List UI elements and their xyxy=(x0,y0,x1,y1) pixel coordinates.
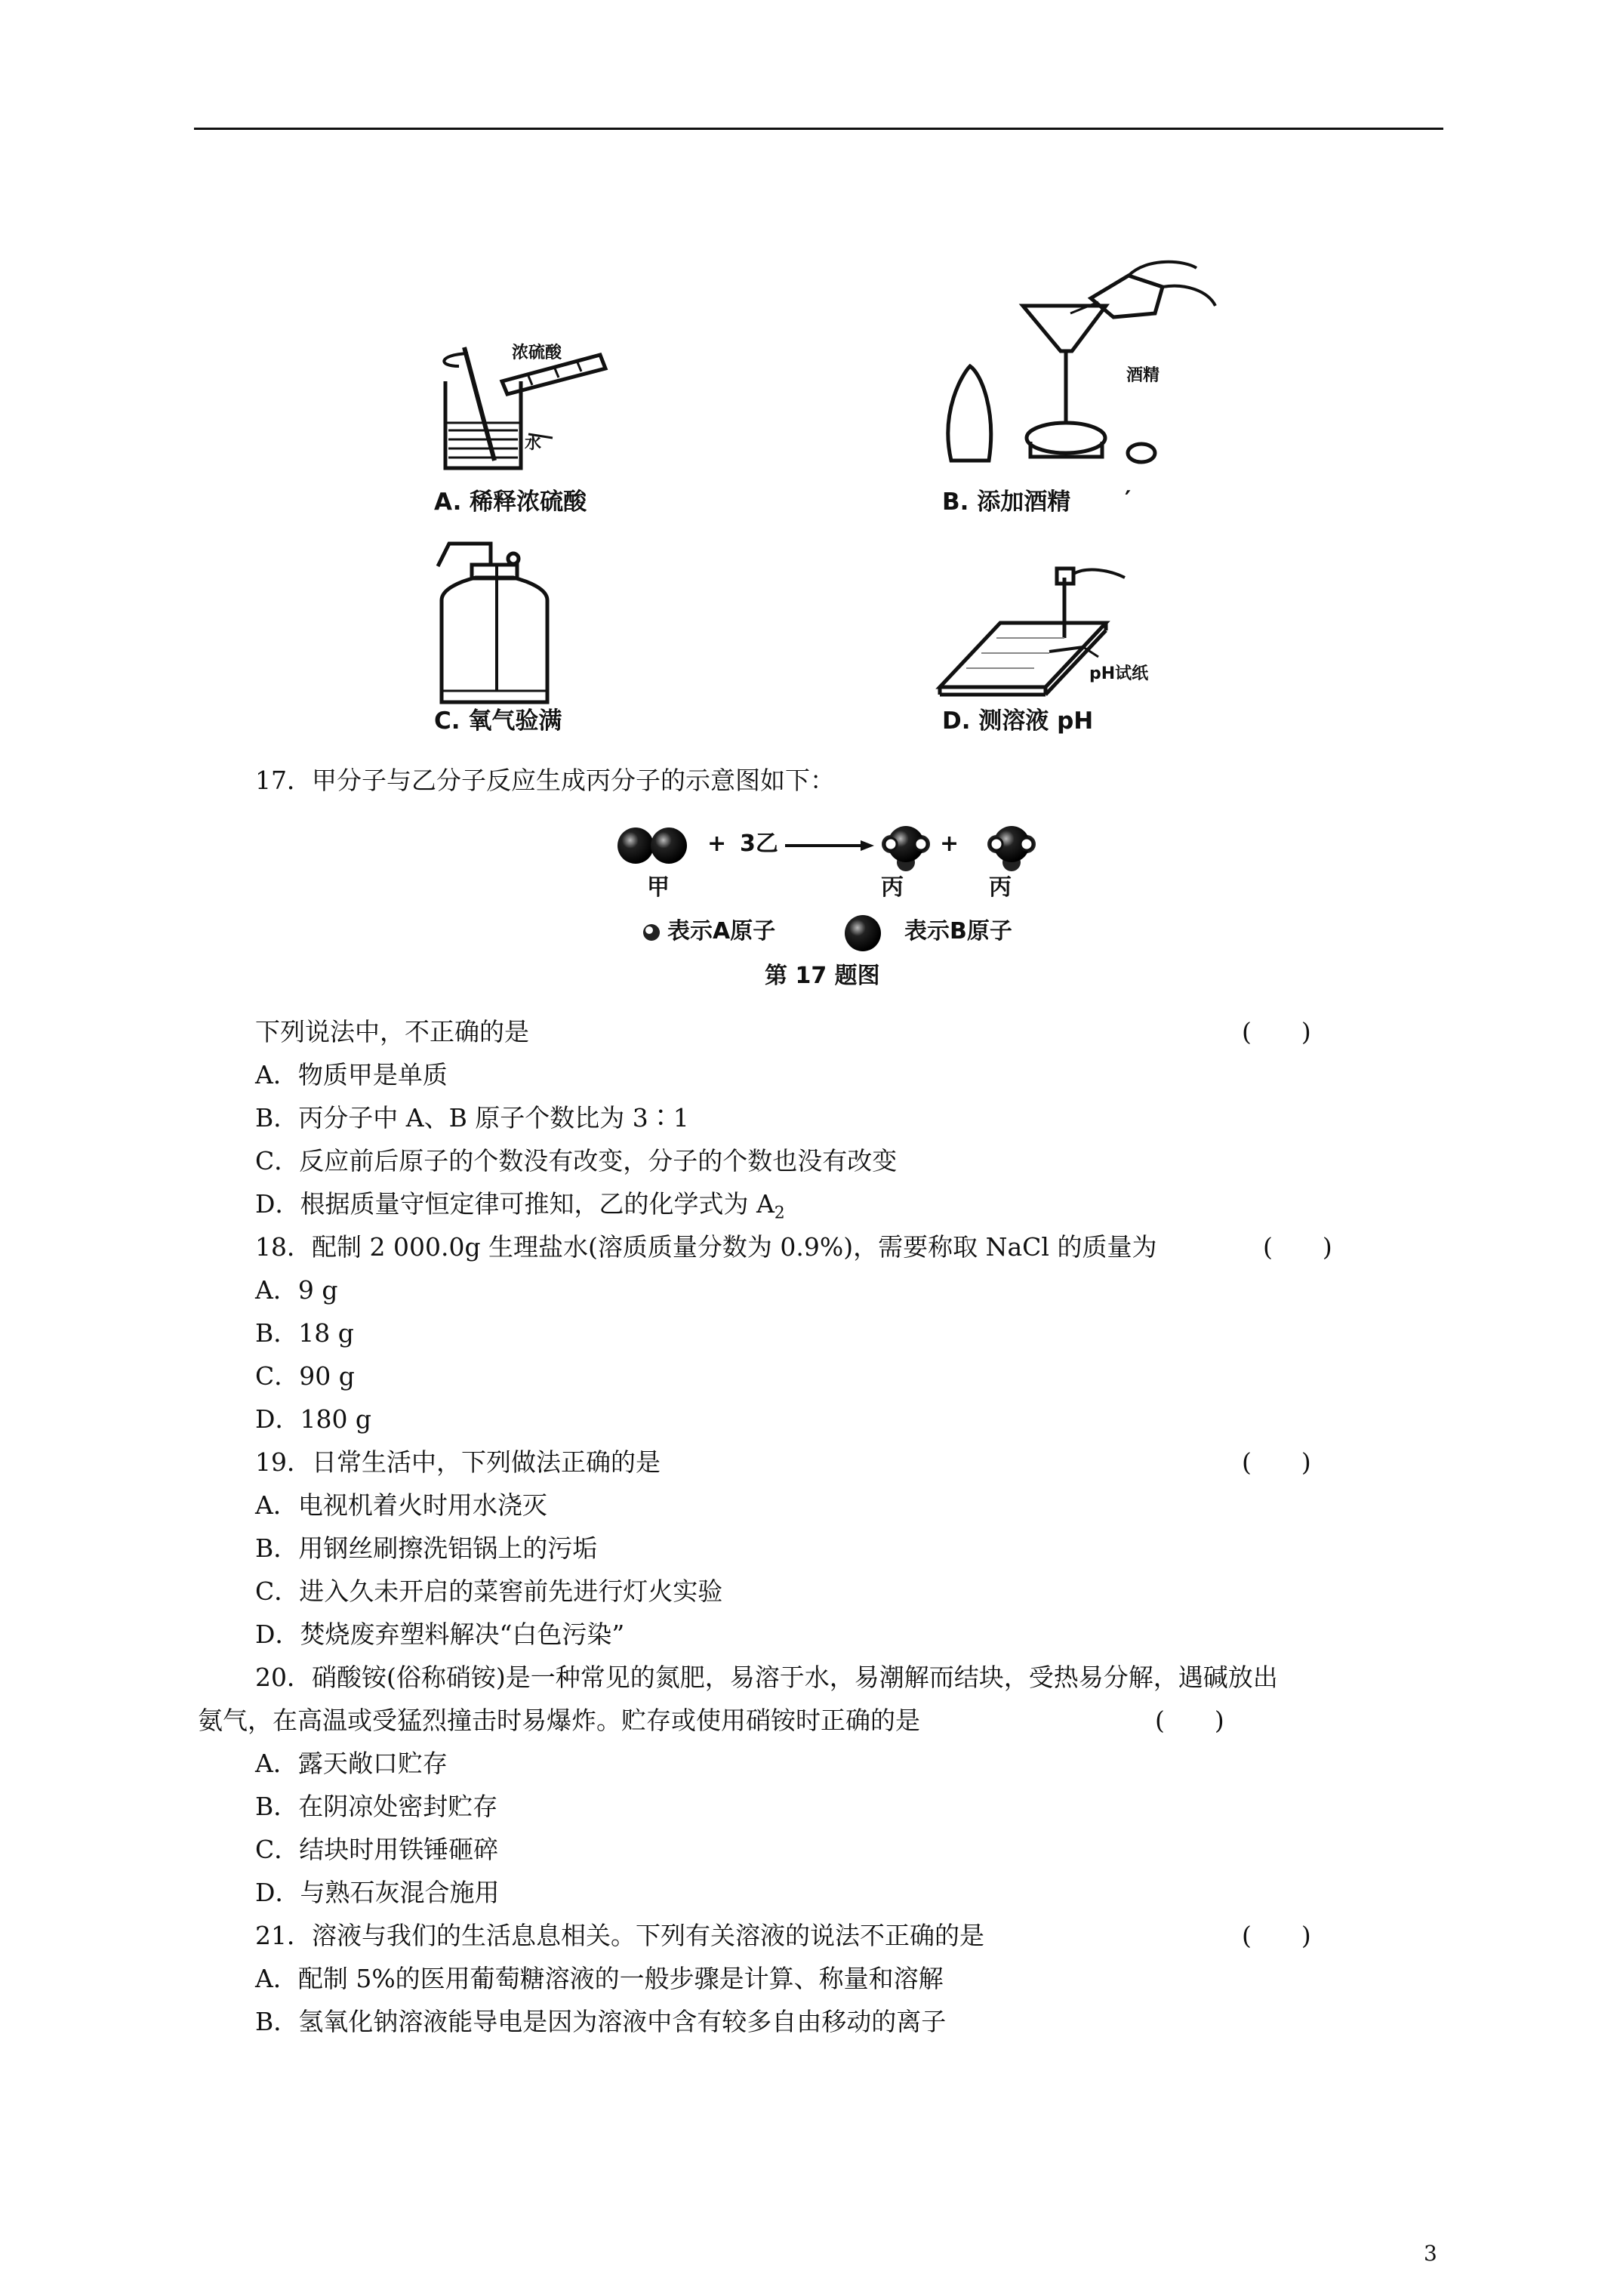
q19-stem: 19．日常生活中，下列做法正确的是 xyxy=(255,1447,661,1477)
q20-option-d: D．与熟石灰混合施用 xyxy=(255,1878,500,1907)
q18-answer-paren: ( ) xyxy=(1263,1232,1332,1262)
eq-reactant-yi: 3乙 xyxy=(740,831,778,857)
legend-b-atom-icon xyxy=(842,912,884,954)
q17-reaction-diagram xyxy=(604,815,1057,883)
q19-option-c: C．进入久未开启的菜窖前先进行灯火实验 xyxy=(255,1576,723,1606)
q19-option-d: D．焚烧废弃塑料解决“白色污染” xyxy=(255,1620,625,1649)
legend-b-text: 表示B原子 xyxy=(904,918,1012,945)
q17-figure-caption: 第 17 题图 xyxy=(765,963,880,989)
label-ph-paper: pH试纸 xyxy=(1089,664,1149,683)
q20-answer-paren: ( ) xyxy=(1155,1706,1224,1735)
q18-stem: 18．配制 2 000.0g 生理盐水(溶质质量分数为 0.9%)，需要称取 NaCl 的质量为 xyxy=(255,1232,1157,1262)
q17-prompt: 下列说法中，不正确的是 xyxy=(255,1017,529,1046)
q17-option-c: C．反应前后原子的个数没有改变，分子的个数也没有改变 xyxy=(255,1146,898,1176)
caption-d: D. 测溶液 pH xyxy=(942,707,1094,735)
q18-option-d: D．180 g xyxy=(255,1404,372,1434)
label-bing-2: 丙 xyxy=(989,874,1012,901)
stray-mark: ′ xyxy=(1125,486,1132,513)
q18-option-a: A．9 g xyxy=(255,1275,338,1305)
q17-option-b: B．丙分子中 A、B 原子个数比为 3∶1 xyxy=(255,1103,689,1133)
q21-option-a: A．配制 5%的医用葡萄糖溶液的一般步骤是计算、称量和溶解 xyxy=(255,1964,944,1993)
page-number: 3 xyxy=(1424,2241,1437,2266)
caption-b: B. 添加酒精 xyxy=(942,488,1071,516)
q17-answer-paren: ( ) xyxy=(1242,1017,1311,1046)
figure-c-oxygen-check xyxy=(430,536,559,706)
eq-plus-1: + xyxy=(707,831,727,857)
caption-a: A. 稀释浓硫酸 xyxy=(434,488,587,516)
q17-stem: 17．甲分子与乙分子反应生成丙分子的示意图如下： xyxy=(255,766,835,795)
legend-a-atom-icon xyxy=(640,921,663,944)
q17-option-d xyxy=(255,1188,785,1231)
q20-option-b: B．在阴凉处密封贮存 xyxy=(255,1792,498,1821)
q17-option-d-subscript: 2 xyxy=(774,1203,785,1223)
header-rule xyxy=(194,128,1443,130)
eq-plus-2: + xyxy=(940,831,959,857)
q17-option-a: A．物质甲是单质 xyxy=(255,1060,448,1089)
q20-stem-line-1: 20．硝酸铵(俗称硝铵)是一种常见的氮肥，易溶于水，易潮解而结块，受热易分解，遇碱放出 xyxy=(255,1663,1278,1692)
label-alcohol: 酒精 xyxy=(1126,366,1160,385)
q19-option-a: A．电视机着火时用水浇灭 xyxy=(255,1490,547,1520)
q21-stem: 21．溶液与我们的生活息息相关。下列有关溶液的说法不正确的是 xyxy=(255,1921,984,1950)
q19-answer-paren: ( ) xyxy=(1242,1447,1311,1477)
q20-stem-line-2: 氨气，在高温或受猛烈撞击时易爆炸。贮存或使用硝铵时正确的是 xyxy=(198,1706,920,1735)
label-water: 水 xyxy=(525,434,542,453)
caption-c: C. 氧气验满 xyxy=(434,707,562,735)
q20-option-a: A．露天敞口贮存 xyxy=(255,1749,448,1778)
label-jia: 甲 xyxy=(647,874,670,901)
q18-option-c: C．90 g xyxy=(255,1361,355,1391)
q18-option-b: B．18 g xyxy=(255,1318,354,1348)
q20-option-c: C．结块时用铁锤砸碎 xyxy=(255,1835,499,1864)
legend-a-text: 表示A原子 xyxy=(667,918,776,945)
figure-b-add-alcohol xyxy=(936,260,1223,476)
label-bing-1: 丙 xyxy=(881,874,904,901)
q19-option-b: B．用钢丝刷擦洗铝锅上的污垢 xyxy=(255,1533,598,1563)
q21-option-b: B．氢氧化钠溶液能导电是因为溶液中含有较多自由移动的离子 xyxy=(255,2007,947,2036)
label-concentrated-acid: 浓硫酸 xyxy=(512,344,562,362)
q17-option-d-text: D．根据质量守恒定律可推知，乙的化学式为 A xyxy=(255,1189,775,1219)
q21-answer-paren: ( ) xyxy=(1242,1921,1311,1950)
